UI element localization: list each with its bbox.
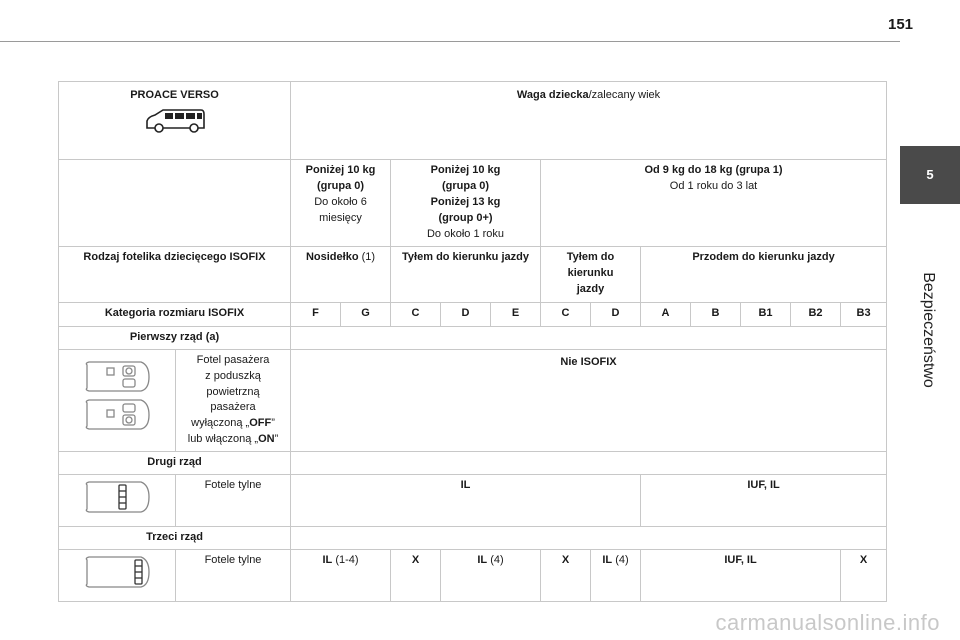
row1-desc-line2: z poduszką xyxy=(205,369,261,382)
header-rule xyxy=(0,41,900,42)
row3-title-empty xyxy=(291,527,887,550)
g0-line2: (grupa 0) xyxy=(316,179,365,192)
third-row-seat-diagram-icon xyxy=(81,555,153,591)
size-class-value: B3 xyxy=(841,302,887,326)
g1-line2: Od 1 roku do 3 lat xyxy=(669,179,758,192)
row3-desc: Fotele tylne xyxy=(176,550,291,602)
size-class-value: B xyxy=(691,302,741,326)
row2-value-iuf: IUF, IL xyxy=(641,475,887,527)
row3-c5-note: (4) xyxy=(612,554,629,567)
row1-desc-line1: Fotel pasażera xyxy=(196,353,270,366)
row3-c3-note: (4) xyxy=(487,554,504,567)
size-class-value: C xyxy=(391,302,441,326)
size-class-value: C xyxy=(541,302,591,326)
section-title: Bezpieczeństwo xyxy=(920,272,937,388)
row2-title: Drugi rząd xyxy=(59,452,291,475)
row2-title-empty xyxy=(291,452,887,475)
nosidelko-note: (1) xyxy=(358,250,376,263)
row3-cell-1 xyxy=(291,550,391,602)
g0p-line4: (group 0+) xyxy=(438,211,493,224)
front-seat-diagram-icon xyxy=(81,357,153,437)
groups-empty xyxy=(59,160,291,247)
vehicle-name: PROACE VERSO xyxy=(130,89,219,101)
second-row-seat-diagram-icon xyxy=(81,480,153,516)
row3-c5-bold: IL xyxy=(602,554,613,567)
row3-cell-6: IUF, IL xyxy=(641,550,841,602)
seat-type-forward: Przodem do kierunku jazdy xyxy=(641,246,887,302)
size-class-value: E xyxy=(491,302,541,326)
row1-desc-line3: powietrzną xyxy=(206,385,260,398)
row3-cell-4: X xyxy=(541,550,591,602)
g0p-line1: Poniżej 10 kg xyxy=(430,164,501,176)
row1-desc-line6 xyxy=(180,432,286,448)
group-0 xyxy=(291,160,391,247)
weight-sub: /zalecany wiek xyxy=(588,89,661,101)
row1-desc xyxy=(176,349,291,452)
g0p-line3: Poniżej 13 kg xyxy=(430,195,501,208)
row1-title-empty xyxy=(291,326,887,349)
weight-label: Waga dziecka xyxy=(516,89,589,101)
rear2-line2: kierunku xyxy=(567,266,614,279)
rear2-line1: Tyłem do xyxy=(566,250,615,263)
row3-c1-bold: IL xyxy=(322,554,333,567)
size-class-value: B1 xyxy=(741,302,791,326)
weight-header xyxy=(291,82,887,160)
row1-on-suffix: ” xyxy=(274,433,279,446)
row2-value-il: IL xyxy=(291,475,641,527)
seat-type-rear1: Tyłem do kierunku jazdy xyxy=(391,246,541,302)
g0p-line2: (grupa 0) xyxy=(441,179,490,192)
row3-cell-5 xyxy=(591,550,641,602)
nosidelko-label: Nosidełko xyxy=(305,250,359,263)
g0-line1: Poniżej 10 kg xyxy=(305,164,376,176)
g0-line4: miesięcy xyxy=(319,211,362,224)
size-class-value: B2 xyxy=(791,302,841,326)
g0-line3: Do około 6 xyxy=(314,195,367,208)
row3-cell-3 xyxy=(441,550,541,602)
g1-line1: Od 9 kg do 18 kg (grupa 1) xyxy=(644,164,783,176)
row1-diagram xyxy=(59,349,176,452)
row1-title: Pierwszy rząd (a) xyxy=(59,326,291,349)
row2-desc: Fotele tylne xyxy=(176,475,291,527)
group-1 xyxy=(541,160,887,247)
row3-c1-note: (1-4) xyxy=(332,554,359,567)
isofix-table xyxy=(58,81,887,602)
group-0plus xyxy=(391,160,541,247)
section-tab[interactable]: 5 xyxy=(900,146,960,204)
row1-value: Nie ISOFIX xyxy=(291,349,887,452)
row1-off-suffix: ” xyxy=(271,417,275,430)
row3-c3-bold: IL xyxy=(477,554,488,567)
size-class-value: G xyxy=(341,302,391,326)
watermark: carmanualsonline.info xyxy=(715,610,940,635)
van-icon xyxy=(143,106,207,136)
row1-on-prefix: lub włączoną „ xyxy=(187,433,259,446)
row1-desc-line4: pasażera xyxy=(210,401,256,414)
row2-diagram xyxy=(59,475,176,527)
row3-title: Trzeci rząd xyxy=(59,527,291,550)
size-class-label: Kategoria rozmiaru ISOFIX xyxy=(59,302,291,326)
seat-type-nosidelko xyxy=(291,246,391,302)
g0p-line5: Do około 1 roku xyxy=(426,227,505,240)
row1-off-label: OFF xyxy=(249,417,272,430)
page-number: 151 xyxy=(888,16,914,33)
row1-on-label: ON xyxy=(258,433,275,446)
row3-cell-7: X xyxy=(841,550,887,602)
row1-desc-line5 xyxy=(180,416,286,432)
size-class-value: F xyxy=(291,302,341,326)
row3-diagram xyxy=(59,550,176,602)
size-class-value: D xyxy=(591,302,641,326)
size-class-value: D xyxy=(441,302,491,326)
row3-cell-2: X xyxy=(391,550,441,602)
size-class-value: A xyxy=(641,302,691,326)
row1-off-prefix: wyłączoną „ xyxy=(191,417,250,430)
rear2-line3: jazdy xyxy=(576,282,605,295)
seat-type-rear2 xyxy=(541,246,641,302)
seat-type-label: Rodzaj fotelika dziecięcego ISOFIX xyxy=(59,246,291,302)
vehicle-cell xyxy=(59,82,291,160)
